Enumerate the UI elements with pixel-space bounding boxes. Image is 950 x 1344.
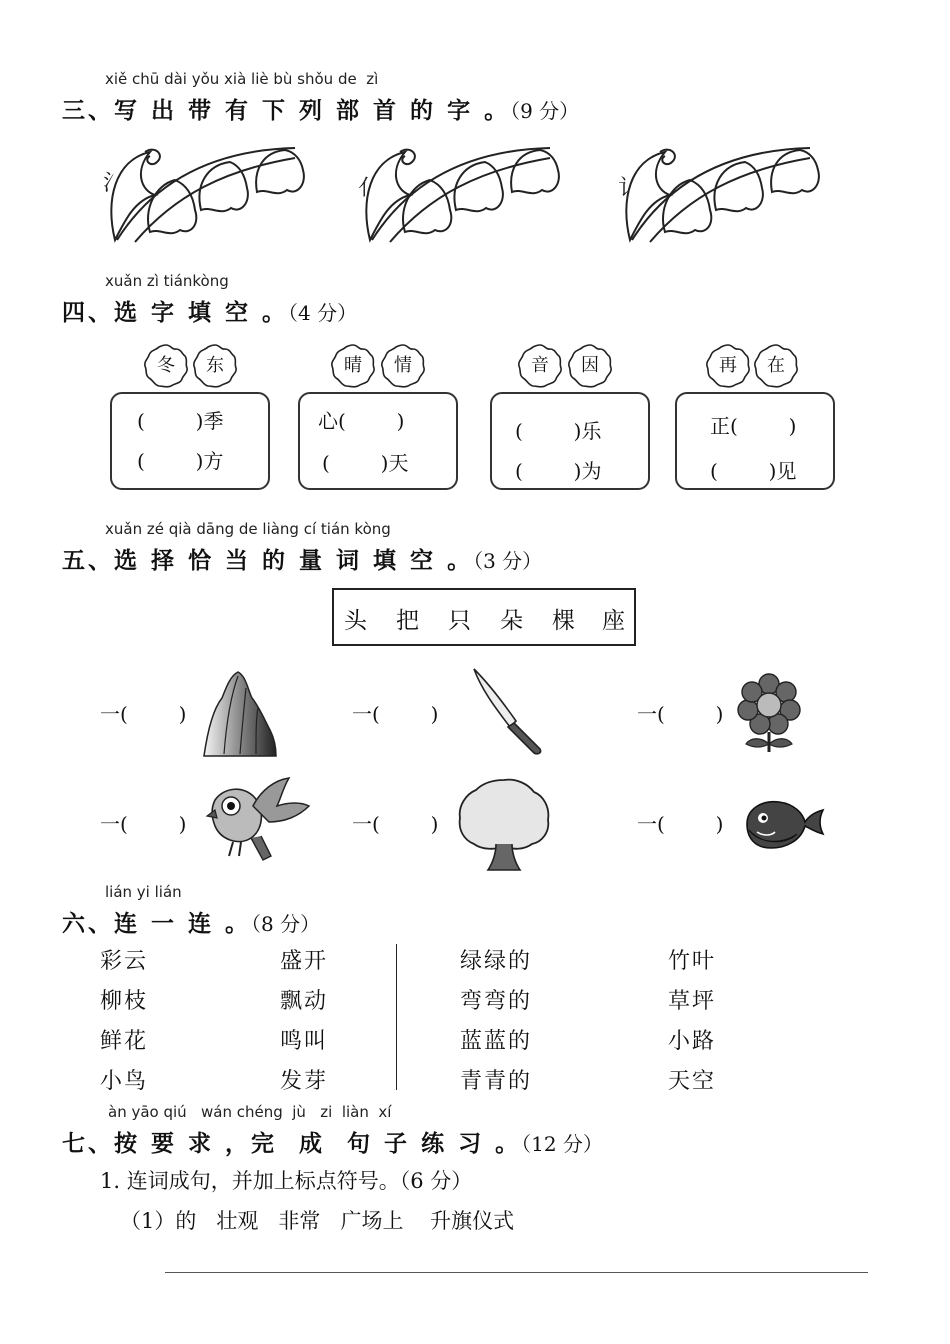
measure-word: 只 xyxy=(448,608,471,634)
choice-char: 因 xyxy=(581,355,599,376)
match-right-word[interactable]: 草坪 xyxy=(668,989,717,1014)
measure-blank[interactable]: 一( ) xyxy=(352,702,439,726)
radical-flower-1 xyxy=(95,140,325,250)
choice-char: 情 xyxy=(394,355,412,376)
bird-icon xyxy=(205,776,311,866)
measure-word: 把 xyxy=(396,608,419,634)
measure-blank[interactable]: 一( ) xyxy=(637,812,724,836)
whale-icon xyxy=(743,798,827,850)
measure-words-box xyxy=(332,588,636,646)
match-left-word[interactable]: 彩云 xyxy=(100,949,149,974)
fill-blank[interactable]: ( )方 xyxy=(137,449,224,473)
radical-label-2: 亻 xyxy=(358,176,381,201)
question-1-1: （1）的 壮观 非常 广场上 升旗仪式 xyxy=(120,1209,515,1233)
measure-word: 朵 xyxy=(500,608,523,634)
section6-title: 六、连 一 连 。（8 分） xyxy=(62,911,321,937)
match-left-word[interactable]: 绿绿的 xyxy=(460,949,533,974)
section5-pinyin: xuǎn zé qià dāng de liàng cí tián kòng xyxy=(105,520,391,538)
measure-blank[interactable]: 一( ) xyxy=(100,702,187,726)
choice-char: 再 xyxy=(719,355,737,376)
fill-blank[interactable]: ( )天 xyxy=(322,451,409,475)
match-right-word[interactable]: 小路 xyxy=(668,1029,717,1054)
section3-title: 三、写 出 带 有 下 列 部 首 的 字 。（9 分） xyxy=(62,98,580,124)
choice-char: 晴 xyxy=(344,355,362,376)
match-left-word[interactable]: 柳枝 xyxy=(100,989,149,1014)
measure-blank[interactable]: 一( ) xyxy=(100,812,187,836)
choice-char: 冬 xyxy=(157,355,175,376)
measure-word: 座 xyxy=(602,608,625,634)
match-right-word[interactable]: 飘动 xyxy=(280,989,329,1014)
flower-icon xyxy=(736,672,802,754)
section4-title: 四、选 字 填 空 。（4 分） xyxy=(62,300,358,326)
section3-pinyin: xiě chū dài yǒu xià liè bù shǒu de zì xyxy=(105,70,379,88)
match-right-word[interactable]: 发芽 xyxy=(280,1069,329,1094)
match-left-word[interactable]: 青青的 xyxy=(460,1069,533,1094)
match-right-word[interactable]: 天空 xyxy=(668,1069,717,1094)
fill-blank[interactable]: ( )为 xyxy=(515,459,602,483)
measure-word: 棵 xyxy=(552,608,575,634)
fill-blank[interactable]: 心( ) xyxy=(318,409,405,433)
match-left-word[interactable]: 蓝蓝的 xyxy=(460,1029,533,1054)
measure-blank[interactable]: 一( ) xyxy=(352,812,439,836)
fill-blank[interactable]: ( )季 xyxy=(137,409,224,433)
answer-line[interactable] xyxy=(165,1272,868,1273)
measure-blank[interactable]: 一( ) xyxy=(637,702,724,726)
tree-icon xyxy=(456,776,552,872)
choice-char: 在 xyxy=(767,355,785,376)
radical-flower-3 xyxy=(610,140,840,250)
match-right-word[interactable]: 竹叶 xyxy=(668,949,717,974)
column-divider xyxy=(396,944,397,1090)
radical-flower-2 xyxy=(350,140,580,250)
section4-pinyin: xuǎn zì tiánkòng xyxy=(105,272,229,290)
match-right-word[interactable]: 盛开 xyxy=(280,949,329,974)
fill-blank[interactable]: ( )见 xyxy=(710,459,797,483)
section6-pinyin: lián yi lián xyxy=(105,883,182,901)
measure-word: 头 xyxy=(344,608,367,634)
radical-label-1: 氵 xyxy=(103,171,126,196)
match-left-word[interactable]: 小鸟 xyxy=(100,1069,149,1094)
match-right-word[interactable]: 鸣叫 xyxy=(280,1029,329,1054)
match-left-word[interactable]: 弯弯的 xyxy=(460,989,533,1014)
choice-char: 东 xyxy=(206,355,224,376)
fill-blank[interactable]: ( )乐 xyxy=(515,419,602,443)
mountain-icon xyxy=(200,668,280,760)
section5-title: 五、选 择 恰 当 的 量 词 填 空 。（3 分） xyxy=(62,548,543,574)
radical-label-3: 讠 xyxy=(618,176,641,201)
knife-icon xyxy=(468,665,548,757)
section7-pinyin: àn yāo qiú wán chéng jù zi liàn xí xyxy=(108,1103,392,1121)
match-left-word[interactable]: 鲜花 xyxy=(100,1029,149,1054)
choice-char: 音 xyxy=(531,355,549,376)
section7-title: 七、按 要 求 ，完 成 句 子 练 习 。（12 分） xyxy=(62,1131,603,1157)
question-1: 1. 连词成句，并加上标点符号。（6 分） xyxy=(100,1169,473,1193)
fill-blank[interactable]: 正( ) xyxy=(710,414,797,438)
